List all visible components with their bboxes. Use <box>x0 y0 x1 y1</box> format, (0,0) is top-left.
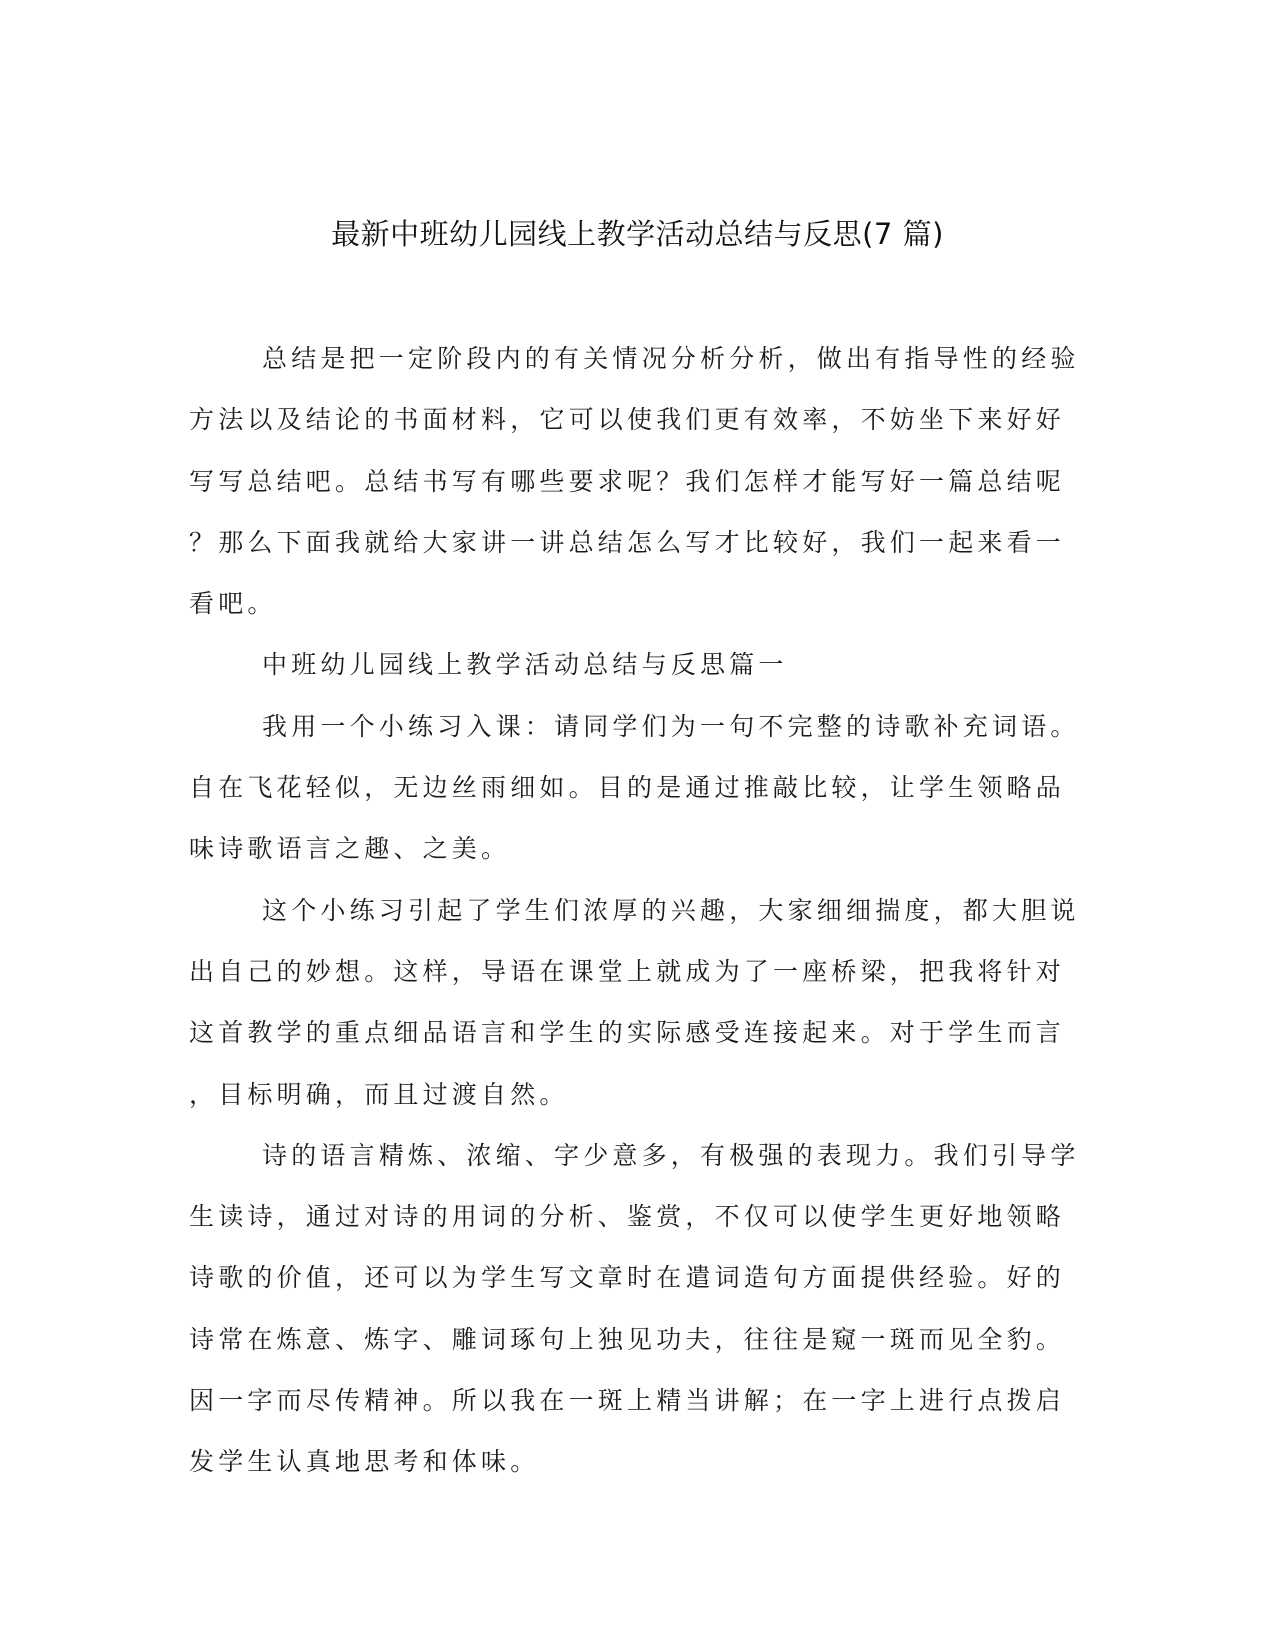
document-title: 最新中班幼儿园线上教学活动总结与反思(7 篇) <box>331 217 944 251</box>
text-line: ，目标明确，而且过渡自然。 <box>189 1079 569 1109</box>
text-line: 写写总结吧。总结书写有哪些要求呢？我们怎样才能写好一篇总结呢 <box>189 466 1066 496</box>
text-line: 发学生认真地思考和体味。 <box>189 1447 540 1477</box>
text-line: 方法以及结论的书面材料，它可以使我们更有效率，不妨坐下来好好 <box>189 405 1066 435</box>
text-line: 诗歌的价值，还可以为学生写文章时在遣词造句方面提供经验。好的 <box>189 1263 1066 1293</box>
text-line: 这个小练习引起了学生们浓厚的兴趣，大家细细揣度，都大胆说 <box>262 895 1080 925</box>
text-line: ？那么下面我就给大家讲一讲总结怎么写才比较好，我们一起来看一 <box>189 527 1066 557</box>
text-line: 出自己的妙想。这样，导语在课堂上就成为了一座桥梁，把我将针对 <box>189 956 1066 986</box>
text-line: 自在飞花轻似，无边丝雨细如。目的是通过推敲比较，让学生领略品 <box>189 773 1066 803</box>
text-line: 生读诗，通过对诗的用词的分析、鉴赏，不仅可以使学生更好地领略 <box>189 1202 1066 1232</box>
text-line: 诗常在炼意、炼字、雕词琢句上独见功夫，往往是窥一斑而见全豹。 <box>189 1324 1066 1354</box>
text-line: 总结是把一定阶段内的有关情况分析分析，做出有指导性的经验 <box>262 344 1080 373</box>
text-line: 诗的语言精炼、浓缩、字少意多，有极强的表现力。我们引导学 <box>262 1140 1080 1170</box>
text-line: 因一字而尽传精神。所以我在一斑上精当讲解；在一字上进行点拨启 <box>189 1386 1066 1416</box>
text-line: 中班幼儿园线上教学活动总结与反思篇一 <box>262 650 788 680</box>
text-line: 我用一个小练习入课：请同学们为一句不完整的诗歌补充词语。 <box>262 711 1080 741</box>
text-line: 味诗歌语言之趣、之美。 <box>189 834 511 864</box>
text-line: 这首教学的重点细品语言和学生的实际感受连接起来。对于学生而言 <box>189 1018 1066 1048</box>
document-body <box>189 328 1080 1493</box>
text-line: 看吧。 <box>189 589 277 619</box>
